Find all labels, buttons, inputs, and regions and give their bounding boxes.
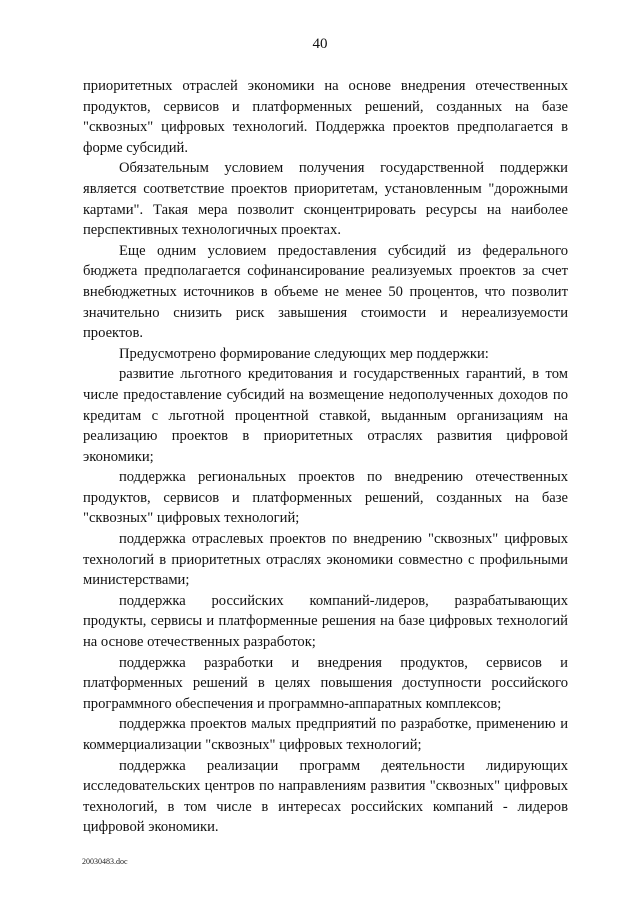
list-item: поддержка реализации программ деятельности лидирующих исследовательских центров по направлениям развития "сквозных" цифровых технологий, в том числе в интересах российских компаний - лидеров цифровой экономики. [83,757,568,836]
list-item: поддержка региональных проектов по внедрению отечественных продуктов, сервисов и платформенных решений, созданных на базе "сквозных" цифровых технологий; [83,469,568,527]
document-body [83,76,568,838]
paragraph: приоритетных отраслей экономики на основе внедрения отечественных продуктов, сервисов и платформенных решений, созданных на базе "сквозных" цифровых технологий. Поддержка проектов предполагается в форме субсидий. [83,78,568,156]
footer-file-name: 20030483.doc [82,857,128,866]
list-item: поддержка проектов малых предприятий по разработке, применению и коммерциализации "сквозных" цифровых технологий; [83,716,568,753]
list-item: поддержка разработки и внедрения продуктов, сервисов и платформенных решений в целях повышения доступности российского программного обеспечения и программно-аппаратных комплексов; [83,654,568,712]
list-item: поддержка российских компаний-лидеров, разрабатывающих продукты, сервисы и платформенные решения на базе цифровых технологий на основе отечественных разработок; [83,592,568,651]
list-item: развитие льготного кредитования и государственных гарантий, в том числе предоставление субсидий на возмещение недополученных доходов по кредитам с льготной процентной ставкой, выданным организациям на реализацию проектов в приоритетных отраслях развития цифровой экономики; [83,366,568,465]
paragraph: Обязательным условием получения государственной поддержки является соответствие проектов приоритетам, установленным "дорожными картами". Такая мера позволит сконцентрировать ресурсы на наиболее перспективных технологичных проектах. [83,160,568,239]
page-number: 40 [312,36,328,52]
paragraph: Еще одним условием предоставления субсидий из федерального бюджета предполагается софинансирование реализуемых проектов за счет внебюджетных источников в объеме не менее 50 процентов, что позволит значительно снизить риск завышения стоимости и нереализуемости проектов. [83,242,568,342]
paragraph: Предусмотрено формирование следующих мер поддержки: [119,345,489,362]
list-item: поддержка отраслевых проектов по внедрению "сквозных" цифровых технологий в приоритетных отраслях экономики совместно с профильными министерствами; [83,531,568,589]
